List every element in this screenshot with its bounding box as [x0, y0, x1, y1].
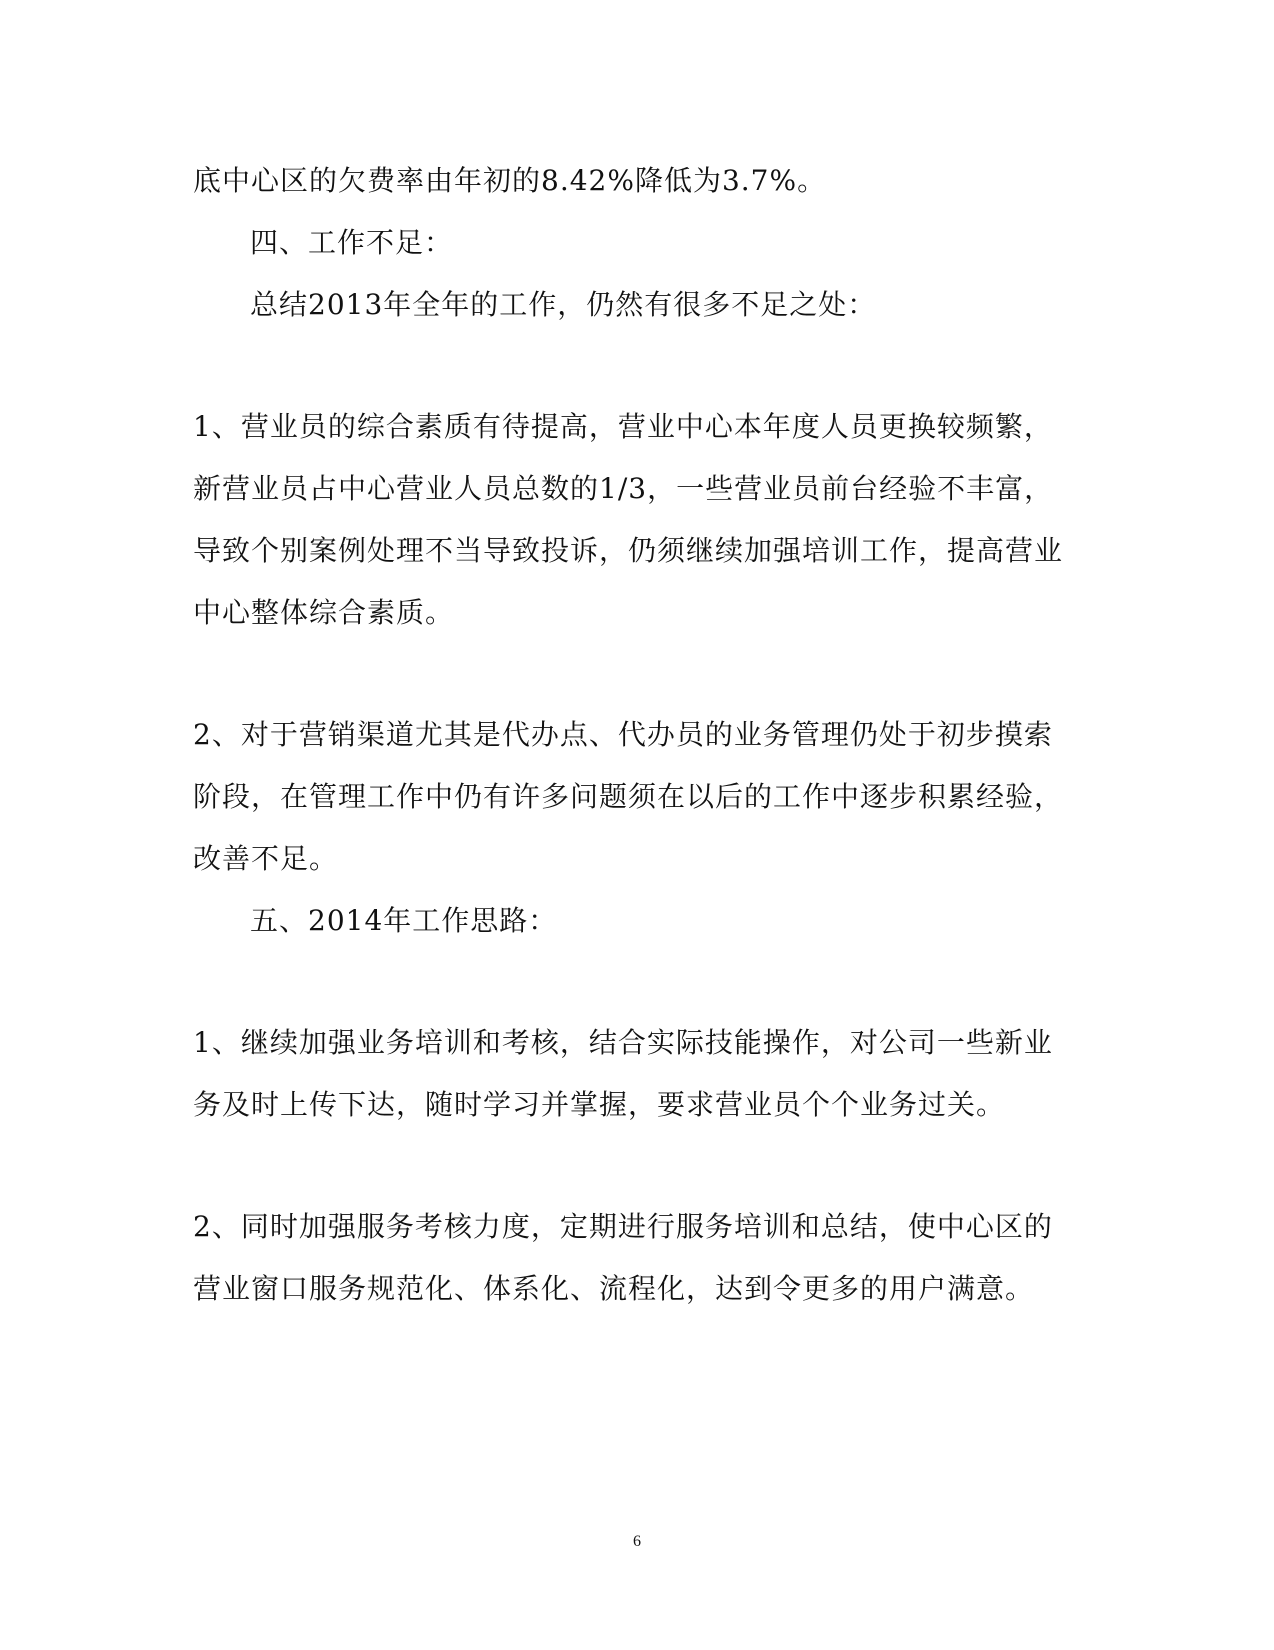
list-item-line: 新营业员占中心营业人员总数的1/3，一些营业员前台经验不丰富， [193, 472, 1054, 505]
section-heading: 四、工作不足： [250, 226, 454, 259]
list-item-line: 2、对于营销渠道尤其是代办点、代办员的业务管理仍处于初步摸索 [193, 718, 1053, 751]
body-text-line: 总结2013年全年的工作，仍然有很多不足之处： [250, 288, 877, 321]
section-heading: 五、2014年工作思路： [250, 904, 558, 937]
list-item-line: 营业窗口服务规范化、体系化、流程化，达到令更多的用户满意。 [193, 1272, 1035, 1305]
page-number: 6 [633, 1533, 641, 1550]
list-item-line: 2、同时加强服务考核力度，定期进行服务培训和总结，使中心区的 [193, 1210, 1053, 1243]
list-item-line: 1、继续加强业务培训和考核，结合实际技能操作，对公司一些新业 [193, 1026, 1053, 1059]
list-item-line: 1、营业员的综合素质有待提高，营业中心本年度人员更换较频繁， [193, 410, 1053, 443]
list-item-line: 阶段，在管理工作中仍有许多问题须在以后的工作中逐步积累经验， [193, 780, 1064, 813]
body-text-line: 底中心区的欠费率由年初的8.42%降低为3.7%。 [193, 164, 827, 197]
list-item-line: 务及时上传下达，随时学习并掌握，要求营业员个个业务过关。 [193, 1088, 1006, 1121]
list-item-line: 导致个别案例处理不当导致投诉，仍须继续加强培训工作，提高营业 [193, 534, 1064, 567]
list-item-line: 改善不足。 [193, 842, 339, 875]
list-item-line: 中心整体综合素质。 [193, 596, 455, 629]
